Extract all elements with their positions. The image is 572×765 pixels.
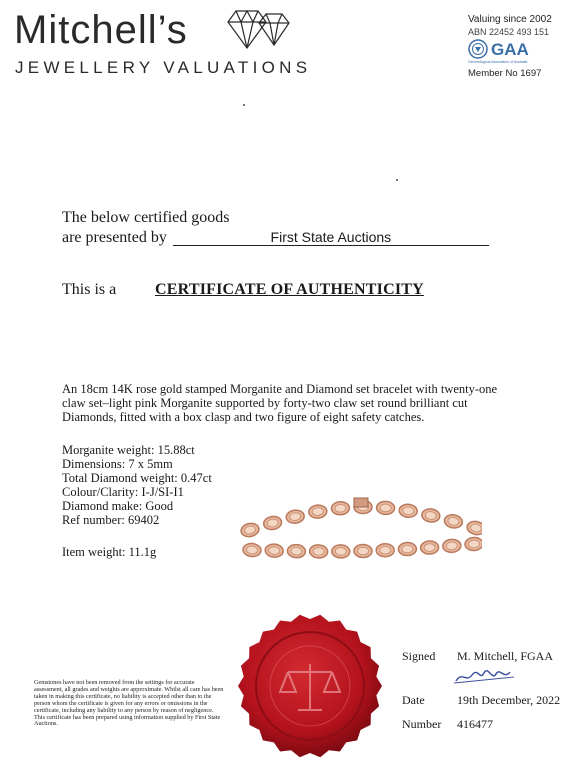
item-weight: Item weight: 11.1g — [62, 545, 157, 559]
spec-colour-clarity: Colour/Clarity: I-J/SI-I1 — [62, 485, 184, 499]
number-label: Number — [402, 717, 442, 731]
bracelet-link — [466, 520, 482, 536]
bracelet-photo — [236, 488, 482, 581]
spec-diamond-weight: Total Diamond weight: 0.47ct — [62, 471, 212, 485]
bracelet-link — [287, 544, 306, 558]
intro-prefix: are presented by — [62, 229, 167, 246]
gaa-logo-text: GAA — [491, 40, 529, 59]
bracelet-link — [309, 544, 328, 558]
bracelet-link — [332, 545, 350, 559]
bracelet-link — [376, 544, 394, 557]
bracelet-link — [308, 504, 327, 518]
signed-value: M. Mitchell, FGAA — [457, 649, 553, 663]
intro-line-2 — [62, 229, 489, 247]
bracelet-link — [242, 543, 261, 558]
bracelet-link — [354, 544, 372, 557]
box-clasp — [354, 498, 368, 507]
wax-seal-icon — [236, 612, 384, 765]
diamond-icon — [226, 8, 292, 57]
handwritten-signature — [452, 667, 518, 690]
valuing-since: Valuing since 2002 — [468, 14, 552, 25]
certificate-prefix: This is a — [62, 281, 117, 298]
bracelet-link — [376, 501, 395, 515]
spec-morganite-weight: Morganite weight: 15.88ct — [62, 443, 195, 457]
spec-list — [62, 443, 212, 527]
presenter-name: First State Auctions — [173, 229, 489, 246]
bracelet-link — [285, 509, 304, 524]
member-number: Member No 1697 — [468, 68, 542, 79]
bracelet-link — [263, 515, 283, 531]
signed-label: Signed — [402, 649, 436, 663]
disclaimer-text: Gemstones have not been removed from the settings for accurate assessment, all grades and weights are approximate. Whilst all care has been taken in making this certificate, no liability is accepted other than to the person whom the certificate is given for any errors or omissions in the certificate, including any liability to any person by reason of negligence. This certificate has been prepared using information supplied by First State Auctions. — [34, 679, 224, 728]
spec-ref-number: Ref number: 69402 — [62, 513, 160, 527]
brand-tagline: JEWELLERY VALUATIONS — [15, 58, 312, 77]
bracelet-link — [331, 501, 350, 515]
bracelet-link — [399, 504, 418, 518]
abn-number: ABN 22452 493 151 — [468, 27, 550, 37]
bracelet-link — [240, 522, 260, 538]
item-description: An 18cm 14K rose gold stamped Morganite and Diamond set bracelet with twenty-one claw set–light pink Morganite supported by forty-two claw set round brilliant cut Diamonds, fitted with a box clasp and two figure of eight safety catches. — [62, 382, 498, 424]
bracelet-link — [398, 542, 416, 555]
bracelet-link — [265, 543, 284, 558]
bracelet-link — [420, 541, 438, 555]
brand-name: Mitchell’s — [14, 8, 188, 52]
intro-line-1: The below certified goods — [62, 209, 230, 226]
spec-dimensions: Dimensions: 7 x 5mm — [62, 457, 173, 471]
number-value: 416477 — [457, 717, 493, 731]
paper-speck — [243, 104, 245, 106]
date-label: Date — [402, 693, 425, 707]
gaa-subtext: Gemmological Association of Australia — [468, 60, 528, 64]
spec-diamond-make: Diamond make: Good — [62, 499, 174, 513]
bracelet-link — [421, 508, 440, 523]
bracelet-link — [443, 513, 463, 529]
certificate-title: CERTIFICATE OF AUTHENTICITY — [155, 281, 424, 298]
date-value: 19th December, 2022 — [457, 693, 561, 707]
bracelet-link — [442, 539, 461, 553]
paper-speck — [396, 179, 398, 181]
bracelet-link — [465, 537, 482, 551]
